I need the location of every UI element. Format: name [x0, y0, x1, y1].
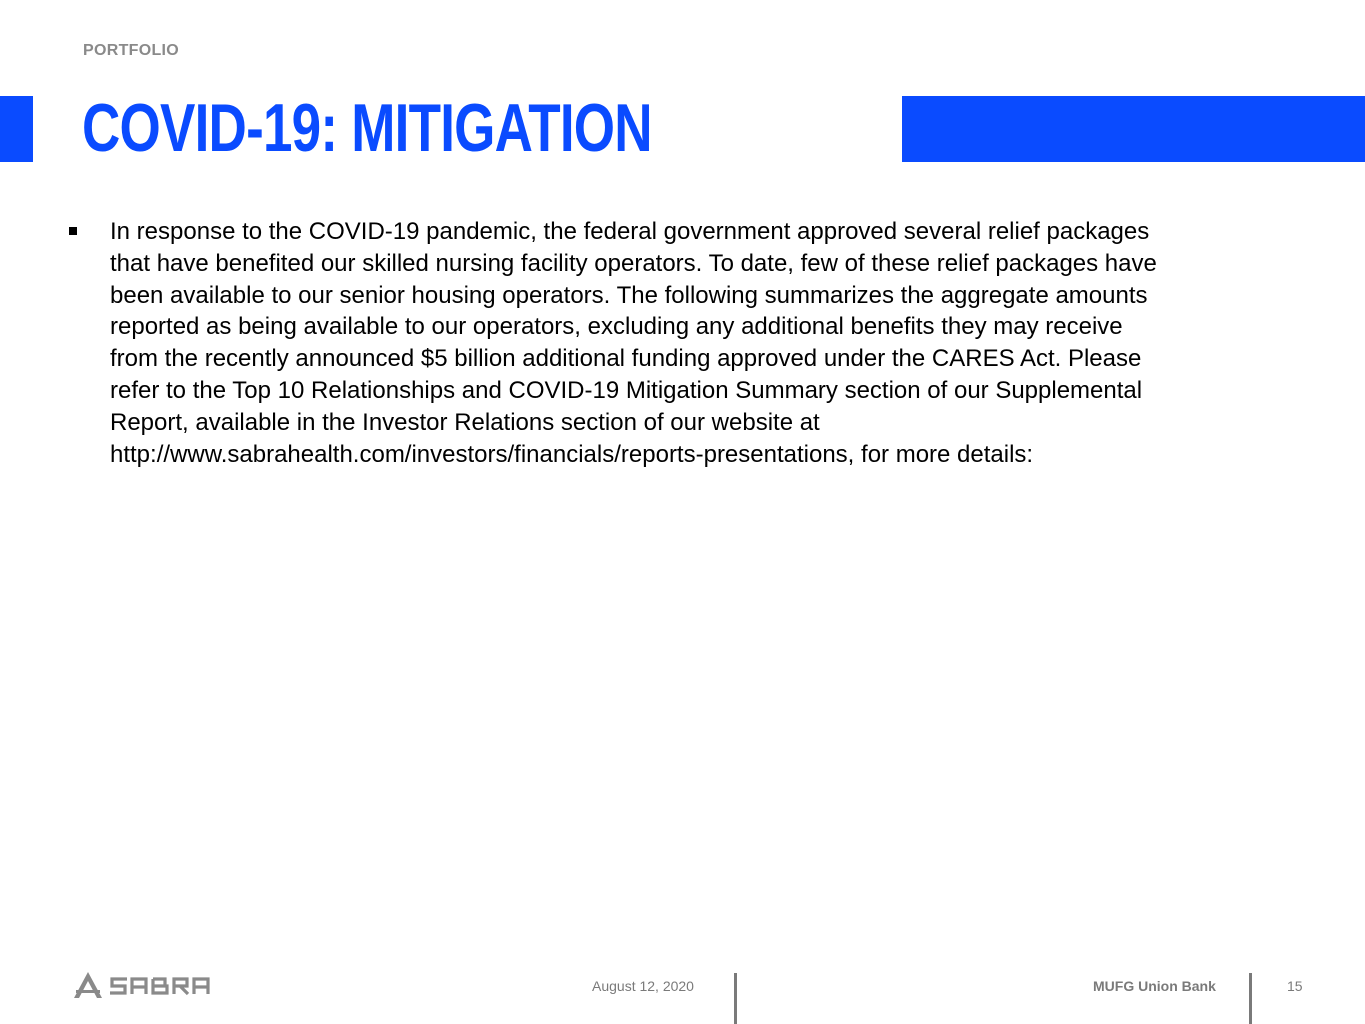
accent-bar-right — [902, 96, 1365, 162]
footer-divider — [1249, 973, 1252, 1024]
text-line: that have benefited our skilled nursing facility operators. To date, few of these relief packages have — [110, 249, 1157, 277]
text-line: from the recently announced $5 billion additional funding approved under the CARES Act. Please — [110, 345, 1142, 373]
footer-date: August 12, 2020 — [592, 978, 694, 994]
page-number: 15 — [1287, 978, 1303, 994]
list-item — [66, 216, 1306, 470]
page-title: COVID-19: MITIGATION — [82, 90, 652, 166]
section-label: PORTFOLIO — [83, 42, 180, 59]
sabra-logo — [72, 968, 232, 1002]
square-bullet-icon — [69, 227, 77, 235]
accent-bar-left — [0, 96, 33, 162]
text-line: reported as being available to our operators, excluding any additional benefits they may receive — [110, 313, 1123, 341]
footer-bank: MUFG Union Bank — [1093, 978, 1216, 994]
footer-divider — [734, 973, 737, 1024]
text-line: In response to the COVID-19 pandemic, the federal government approved several relief packages — [110, 218, 1150, 245]
text-line: refer to the Top 10 Relationships and COVID-19 Mitigation Summary section of our Supplemental — [110, 376, 1143, 404]
text-line: Report, available in the Investor Relations section of our website at — [110, 408, 820, 436]
website-link[interactable]: http://www.sabrahealth.com/investors/financials/reports-presentations, for more details: — [110, 440, 1034, 468]
bullet-list — [66, 216, 1306, 470]
text-line: been available to our senior housing operators. The following summarizes the aggregate amounts — [110, 281, 1148, 309]
bullet-text — [110, 216, 1306, 470]
